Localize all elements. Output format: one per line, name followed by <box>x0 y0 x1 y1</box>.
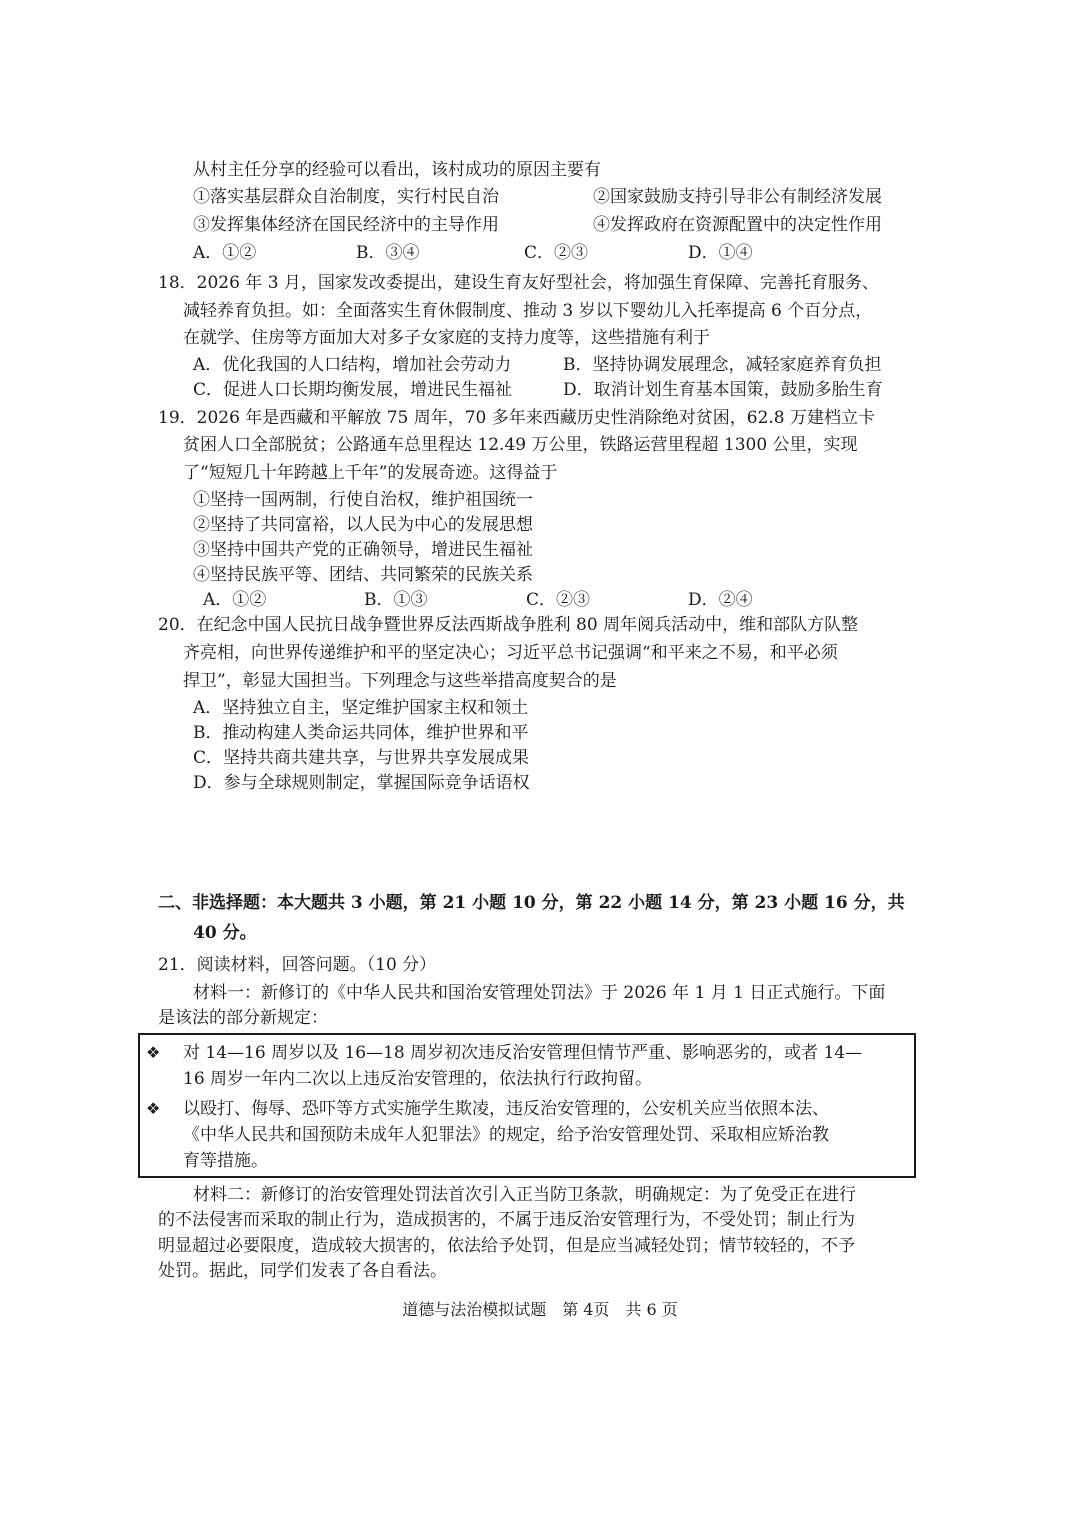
q17-item-2: ②国家鼓励支持引导非公有制经济发展 <box>593 187 882 207</box>
q21-material2-line-1: 材料二：新修订的治安管理处罚法首次引入正当防卫条款，明确规定：为了免受正在进行 <box>193 1185 856 1205</box>
q17-item-4: ④发挥政府在资源配置中的决定性作用 <box>593 215 882 235</box>
box-item-2-line-1: 以殴打、侮辱、恐吓等方式实施学生欺凌，违反治安管理的，公安机关应当依照本法、 <box>183 1099 829 1119</box>
q20-option-d: D．参与全球规则制定，掌握国际竞争话语权 <box>193 773 530 793</box>
q20-option-a: A．坚持独立自主，坚定维护国家主权和领土 <box>193 698 529 718</box>
q18-line-3: 在就学、住房等方面加大对多子女家庭的支持力度等，这些措施有利于 <box>183 328 710 348</box>
q21-material2-line-3: 明显超过必要限度，造成较大损害的，依法给予处罚，但是应当减轻处罚；情节较轻的，不予 <box>158 1236 855 1256</box>
section2-heading-line-1: 二、非选择题：本大题共 3 小题，第 21 小题 10 分，第 22 小题 14 分，第 23 小题 16 分，共 <box>158 893 905 913</box>
bullet-icon: ❖ <box>146 1099 161 1118</box>
q17-option-a: A．①② <box>193 243 257 263</box>
q20-line-2: 齐亮相，向世界传递维护和平的坚定决心；习近平总书记强调“和平来之不易，和平必须 <box>183 643 838 663</box>
q19-line-3: 了“短短几十年跨越上千年”的发展奇迹。这得益于 <box>183 463 558 483</box>
q19-option-b: B．①③ <box>364 590 428 610</box>
q19-item-3: ③坚持中国共产党的正确领导，增进民生福祉 <box>193 540 533 560</box>
q17-item-3: ③发挥集体经济在国民经济中的主导作用 <box>193 215 499 235</box>
q17-stem: 从村主任分享的经验可以看出，该村成功的原因主要有 <box>193 160 601 180</box>
q20-line-3: 捍卫”，彰显大国担当。下列理念与这些举措高度契合的是 <box>183 671 617 691</box>
q20-option-c: C．坚持共商共建共享，与世界共享发展成果 <box>193 748 530 768</box>
bullet-icon: ❖ <box>146 1043 161 1062</box>
q19-line-1: 19．2026 年是西藏和平解放 75 周年，70 多年来西藏历史性消除绝对贫困，62.8 万建档立卡 <box>158 408 876 428</box>
q21-material1-line-2: 是该法的部分新规定： <box>158 1008 328 1028</box>
q21-material1-line-1: 材料一：新修订的《中华人民共和国治安管理处罚法》于 2026 年 1 月 1 日正式施行。下面 <box>193 983 886 1003</box>
q18-option-c: C．促进人口长期均衡发展，增进民生福祉 <box>193 380 513 400</box>
q19-option-c: C．②③ <box>526 590 591 610</box>
q17-item-1: ①落实基层群众自治制度，实行村民自治 <box>193 187 499 207</box>
box-item-1-line-1: 对 14—16 周岁以及 16—18 周岁初次违反治安管理但情节严重、影响恶劣的，或者 14— <box>183 1043 863 1063</box>
box-item-2-line-2: 《中华人民共和国预防未成年人犯罪法》的规定，给予治安管理处罚、采取相应矫治教 <box>183 1125 829 1145</box>
box-item-2-line-3: 育等措施。 <box>183 1151 268 1171</box>
q18-option-b: B．坚持协调发展理念，减轻家庭养育负担 <box>563 355 882 375</box>
box-item-1-line-2: 16 周岁一年内二次以上违反治安管理的，依法执行行政拘留。 <box>183 1069 653 1089</box>
q20-option-b: B．推动构建人类命运共同体，维护世界和平 <box>193 723 529 743</box>
q20-line-1: 20．在纪念中国人民抗日战争暨世界反法西斯战争胜利 80 周年阅兵活动中，维和部队方队整 <box>158 615 859 635</box>
q19-item-1: ①坚持一国两制，行使自治权，维护祖国统一 <box>193 490 533 510</box>
q18-option-d: D．取消计划生育基本国策，鼓励多胎生育 <box>563 380 883 400</box>
q18-option-a: A．优化我国的人口结构，增加社会劳动力 <box>193 355 512 375</box>
section2-heading-line-2: 40 分。 <box>193 923 257 943</box>
q19-option-a: A．①② <box>203 590 267 610</box>
q21-title: 21．阅读材料，回答问题。（10 分） <box>158 955 437 975</box>
q18-line-2: 减轻养育负担。如：全面落实生育休假制度、推动 3 岁以下婴幼儿入托率提高 6 个百分点， <box>183 301 873 321</box>
q17-option-c: C．②③ <box>524 243 589 263</box>
q21-material2-line-2: 的不法侵害而采取的制止行为，造成损害的，不属于违反治安管理行为，不受处罚；制止行为 <box>158 1210 855 1230</box>
q18-line-1: 18．2026 年 3 月，国家发改委提出，建设生育友好型社会，将加强生育保障、完善托育服务、 <box>158 273 879 293</box>
page-footer: 道德与法治模拟试题 第 4页 共 6 页 <box>402 1300 678 1319</box>
q19-item-2: ②坚持了共同富裕，以人民为中心的发展思想 <box>193 515 533 535</box>
q17-option-b: B．③④ <box>356 243 420 263</box>
q19-line-2: 贫困人口全部脱贫；公路通车总里程达 12.49 万公里，铁路运营里程超 1300 公里，实现 <box>183 435 858 455</box>
q19-option-d: D．②④ <box>688 590 753 610</box>
q21-material2-line-4: 处罚。据此，同学们发表了各自看法。 <box>158 1261 447 1281</box>
q19-item-4: ④坚持民族平等、团结、共同繁荣的民族关系 <box>193 565 533 585</box>
q17-option-d: D．①④ <box>688 243 753 263</box>
